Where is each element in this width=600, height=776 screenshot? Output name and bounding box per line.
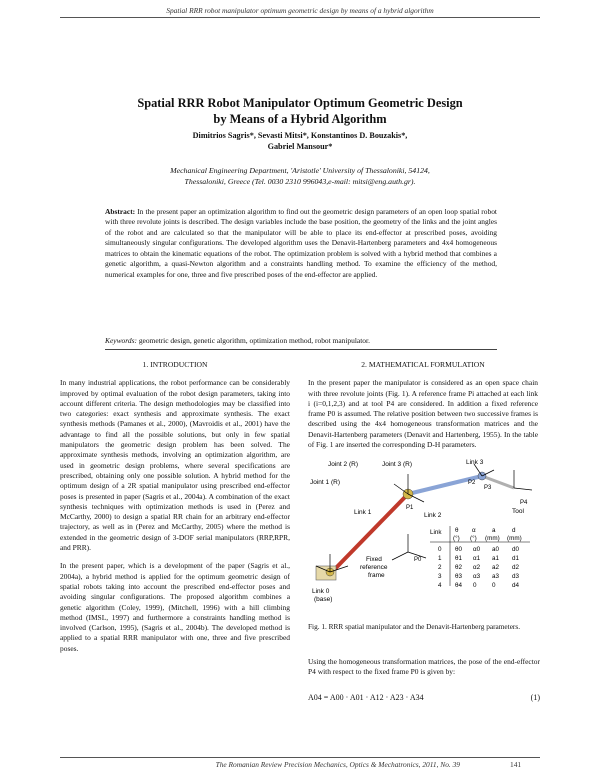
label-p0: P0 <box>414 557 422 563</box>
dh-cell: a1 <box>492 555 500 562</box>
dh-cell: θ2 <box>455 564 463 571</box>
label-tool: Tool <box>512 508 524 515</box>
dh-cell: α2 <box>473 564 481 571</box>
dh-cell: 0 <box>473 582 477 589</box>
intro-paragraph-1: In many industrial applications, the robot performance can be considerably improved by optimal evaluation of the robot design parameters, taking into account different criteria. The design methodologies may be classified into two categories: exact synthesis and approximate synthesis. The exact synthesis methods (Pamanes et al., 2000), (Mavroidis et al., 2001) have the advantage to find all the possible solutions, but only in few spatial manipulators the geometric design problem has been solved. The approximate synthesis methods, involving an optimization algorithm, are used in geometric design problems, where several specifications are prescribed, obtaining only one possible solution. A hybrid method for the optimum design of a 2R spatial manipulator using prescribed end-effector poses is presented in paper (Sagris et al., 2004a). A combination of the exact synthesis techniques with optimization methods is used in (Perez and McCarthy, 2000) to design a spatial RR chain for an arbitrary end-effector trajectory, as well as in (Perez and McCarthy, 2005) where the method is extended in the geometric design of 3-DOF serial manipulators (RRP,RPR, and PRR). <box>60 378 290 553</box>
keywords <box>105 336 497 346</box>
keywords-label: Keywords: <box>105 336 137 345</box>
dh-table <box>430 526 530 589</box>
label-reference: reference <box>360 564 388 571</box>
abstract <box>105 207 497 280</box>
label-p4: P4 <box>520 500 528 506</box>
title-line-2: by Means of a Hybrid Algorithm <box>213 112 387 126</box>
page-number: 141 <box>510 760 522 769</box>
frame-p0fixed-y-axis <box>392 552 408 560</box>
dh-cell: θ4 <box>455 582 463 589</box>
intro-paragraph-2: In the present paper, which is a development of the paper (Sagris et al., 2004a), a hybrid method is applied for the optimum geometric design of spatial robots taking into account the prescribed end-effector poses and avoiding singular configurations. The proposed algorithm combines a genetic algorithm (Coley, 1999), (Mitchell, 1996) with a hill climbing method (IMSL, 1997) and furthermore a constraints handling method is involved (Carlson, 1995), (Sagris et al., 2004b). The developed method is applied to a spatial RRR manipulator with one, three and five prescribed poses. <box>60 561 290 653</box>
section-heading-formulation: 2. MATHEMATICAL FORMULATION <box>361 360 485 369</box>
dh-cell: d1 <box>512 555 520 562</box>
running-header: Spatial RRR robot manipulator optimum geometric design by means of a hybrid algorithm <box>166 6 434 15</box>
title-line-1: Spatial RRR Robot Manipulator Optimum Geometric Design <box>137 96 463 110</box>
label-joint1: Joint 1 (R) <box>310 479 340 486</box>
label-p3: P3 <box>484 485 492 491</box>
dh-cell: d2 <box>512 564 520 571</box>
right-column <box>308 360 538 458</box>
label-link0: Link 0 <box>312 588 330 595</box>
label-p1: P1 <box>406 505 414 511</box>
dh-cell: 1 <box>438 555 442 562</box>
paper-title <box>60 95 540 127</box>
formulation-paragraph-1: In the present paper the manipulator is considered as an open space chain with three revolute joints (Fig. 1). A reference frame Pi attached at each link i (i=0,1,2,3) and at tool P4 are considered. In addition a fixed reference frame P0 is assumed. The relative position between two successive frames is described using the 4x4 homogeneous transformation matrices and the Denavit-Hartenberg parameters (Denavit and Hartenberg, 1955). In the table of Fig. 1 are inserted the corresponding D-H parameters. <box>308 378 538 450</box>
label-link2: Link 2 <box>424 512 442 519</box>
dh-header-link: Link <box>430 529 442 536</box>
header-rule <box>60 17 540 18</box>
frame-p1-y-axis <box>394 484 408 494</box>
author-list <box>60 130 540 152</box>
dh-unit-a: (mm) <box>485 535 500 542</box>
section-heading-introduction: 1. INTRODUCTION <box>142 360 208 369</box>
label-frame: frame <box>368 572 385 579</box>
abstract-text: In the present paper an optimization algorithm to find out the geometric design parameters of an open loop spatial robot with three revolute joints is described. The design variables include the base position, the geometry of the links and the joint angles of the robot and are calculated so that the manipulator will be able to place its end-effector at prescribed poses, avoiding simultaneously singular configurations. The developed algorithm uses the Denavit-Hartenberg parameters and 4x4 homogeneous matrices to obtain the kinematic equations of the robot. The optimization problem is solved with a hybrid method that combines a genetic algorithm, a quasi-Newton algorithm and a constraints handling method. To examine the efficiency of the method, numerical examples for one, three and five prescribed poses of the end-effector are applied. <box>105 207 497 279</box>
dh-header-a: a <box>492 527 496 534</box>
authors-line-2: Gabriel Mansour* <box>267 142 333 151</box>
affiliation <box>60 165 540 187</box>
label-p2: P2 <box>468 480 476 486</box>
label-link3: Link 3 <box>466 459 484 466</box>
dh-unit-d: (mm) <box>507 535 522 542</box>
dh-cell: a3 <box>492 573 500 580</box>
keywords-text: geometric design, genetic algorithm, optimization method, robot manipulator. <box>138 336 370 345</box>
formulation-paragraph-2: Using the homogeneous transformation matrices, the pose of the end-effector P4 with respect to the fixed frame P0 is given by: <box>308 657 540 677</box>
dh-cell: α3 <box>473 573 481 580</box>
label-joint3: Joint 3 (R) <box>382 461 412 468</box>
label-fixed: Fixed <box>366 556 382 563</box>
dh-cell: α0 <box>473 546 481 553</box>
dh-cell: a2 <box>492 564 500 571</box>
dh-cell: 0 <box>438 546 442 553</box>
dh-cell: d0 <box>512 546 520 553</box>
label-base: (base) <box>314 596 333 603</box>
dh-cell: 3 <box>438 573 442 580</box>
dh-cell: 0 <box>492 582 496 589</box>
dh-header-alpha: α <box>472 527 476 534</box>
dh-cell: α1 <box>473 555 481 562</box>
equation-number: (1) <box>530 693 540 702</box>
dh-cell: 4 <box>438 582 442 589</box>
dh-cell: 2 <box>438 564 442 571</box>
equation-body: A04 = A00 · A01 · A12 · A23 · A34 <box>308 693 424 702</box>
footer-rule <box>60 757 540 758</box>
frame-p4-x-axis <box>514 488 532 490</box>
equation-1 <box>308 693 540 707</box>
left-column <box>60 360 290 662</box>
dh-header-d: d <box>512 527 516 534</box>
authors-line-1: Dimitrios Sagris*, Sevasti Mitsi*, Konstantinos D. Bouzakis*, <box>192 131 408 140</box>
dh-cell: d4 <box>512 582 520 589</box>
figure-caption: Fig. 1. RRR spatial manipulator and the Denavit-Hartenberg parameters. <box>308 622 521 631</box>
label-joint2: Joint 2 (R) <box>328 461 358 468</box>
dh-cell: θ1 <box>455 555 463 562</box>
affiliation-line-2: Thessaloniki, Greece (Tel. 0030 2310 996043,e-mail: mitsi@eng.auth.gr). <box>184 177 416 186</box>
dh-header-theta: θ <box>455 527 459 534</box>
dh-cell: θ0 <box>455 546 463 553</box>
dh-unit-theta: (°) <box>453 535 460 542</box>
affiliation-line-1: Mechanical Engineering Department, 'Aristotle' University of Thessaloniki, 54124, <box>170 166 430 175</box>
label-link1: Link 1 <box>354 509 372 516</box>
keywords-rule <box>105 349 497 350</box>
abstract-label: Abstract: <box>105 207 136 216</box>
dh-cell: d3 <box>512 573 520 580</box>
dh-unit-alpha: (°) <box>470 535 477 542</box>
dh-cell: a0 <box>492 546 500 553</box>
journal-footer: The Romanian Review Precision Mechanics, Optics & Mechatronics, 2011, No. 39 <box>215 760 460 769</box>
figure-rrr-manipulator <box>308 456 540 622</box>
dh-cell: θ3 <box>455 573 463 580</box>
